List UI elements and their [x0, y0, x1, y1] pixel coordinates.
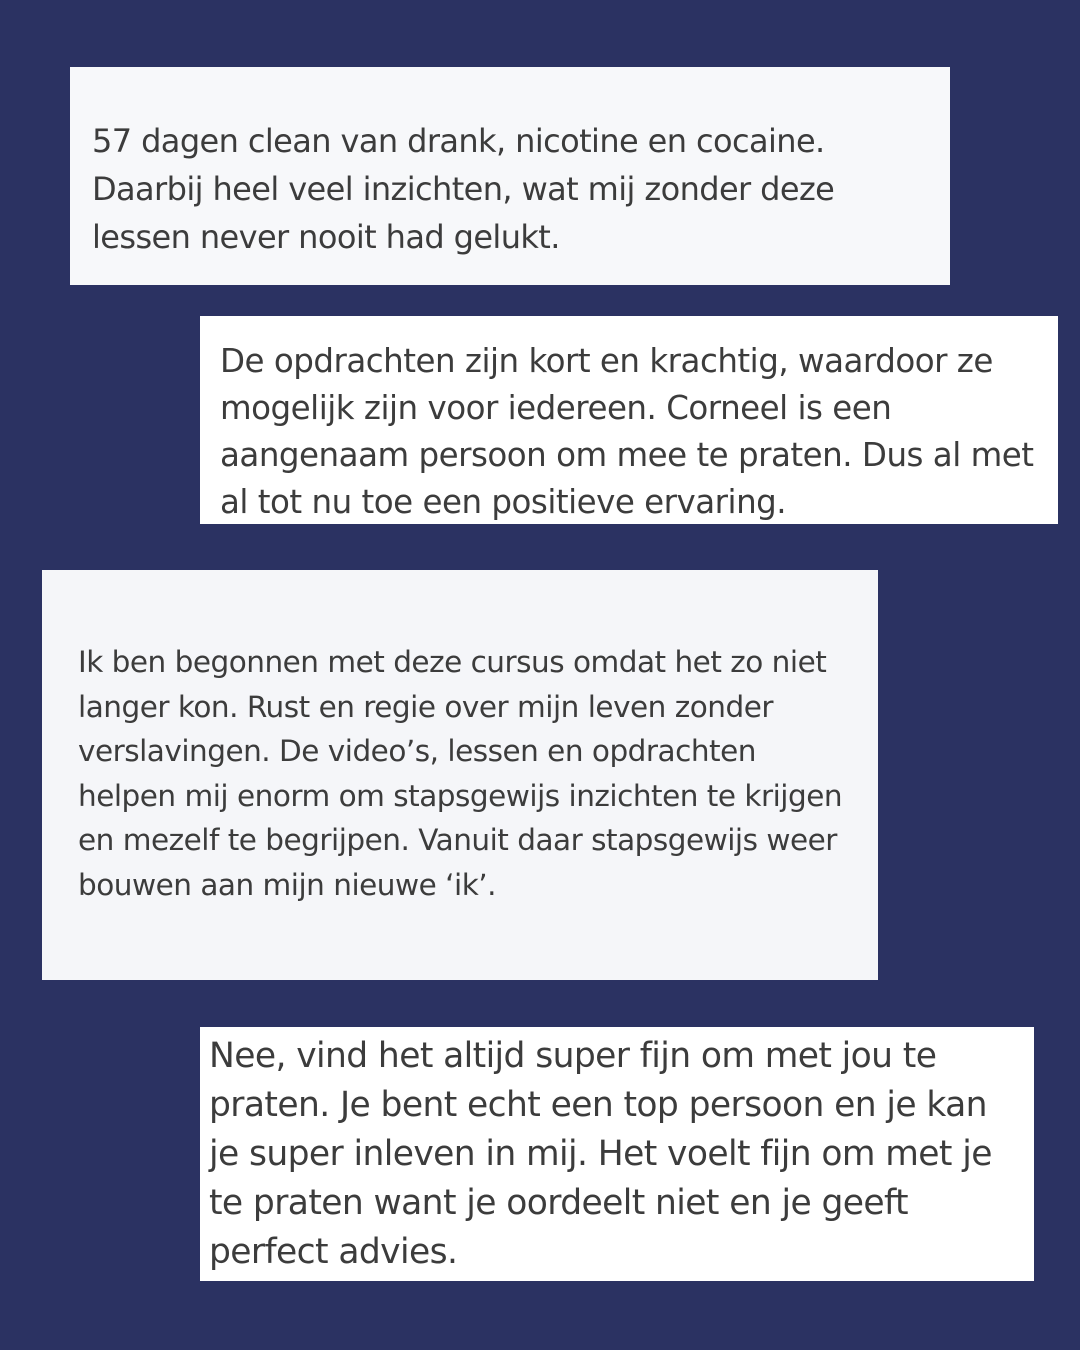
testimonial-text-2: De opdrachten zijn kort en krachtig, waardoor ze mogelijk zijn voor iedereen. Corneel is een aangenaam persoon om mee te praten. Dus al met al tot nu toe een positieve ervaring.	[220, 342, 1034, 521]
testimonial-card-1	[70, 67, 950, 285]
testimonial-text-4: Nee, vind het altijd super fijn om met jou te praten. Je bent echt een top persoon en je kan je super inleven in mij. Het voelt fijn om met je te praten want je oordeelt niet en je geeft perfect advies.	[209, 1036, 992, 1272]
testimonial-text-1: 57 dagen clean van drank, nicotine en cocaine. Daarbij heel veel inzichten, wat mij zonder deze lessen never nooit had gelukt.	[92, 122, 835, 256]
testimonial-card-3	[42, 570, 878, 980]
testimonial-card-4	[200, 1027, 1034, 1281]
testimonial-text-3: Ik ben begonnen met deze cursus omdat het zo niet langer kon. Rust en regie over mijn leven zonder verslavingen. De video’s, lessen en opdrachten helpen mij enorm om stapsgewijs inzichten te krijgen en mezelf te begrijpen. Vanuit daar stapsgewijs weer bouwen aan mijn nieuwe ‘ik’.	[78, 645, 843, 902]
testimonial-card-2	[200, 316, 1058, 524]
